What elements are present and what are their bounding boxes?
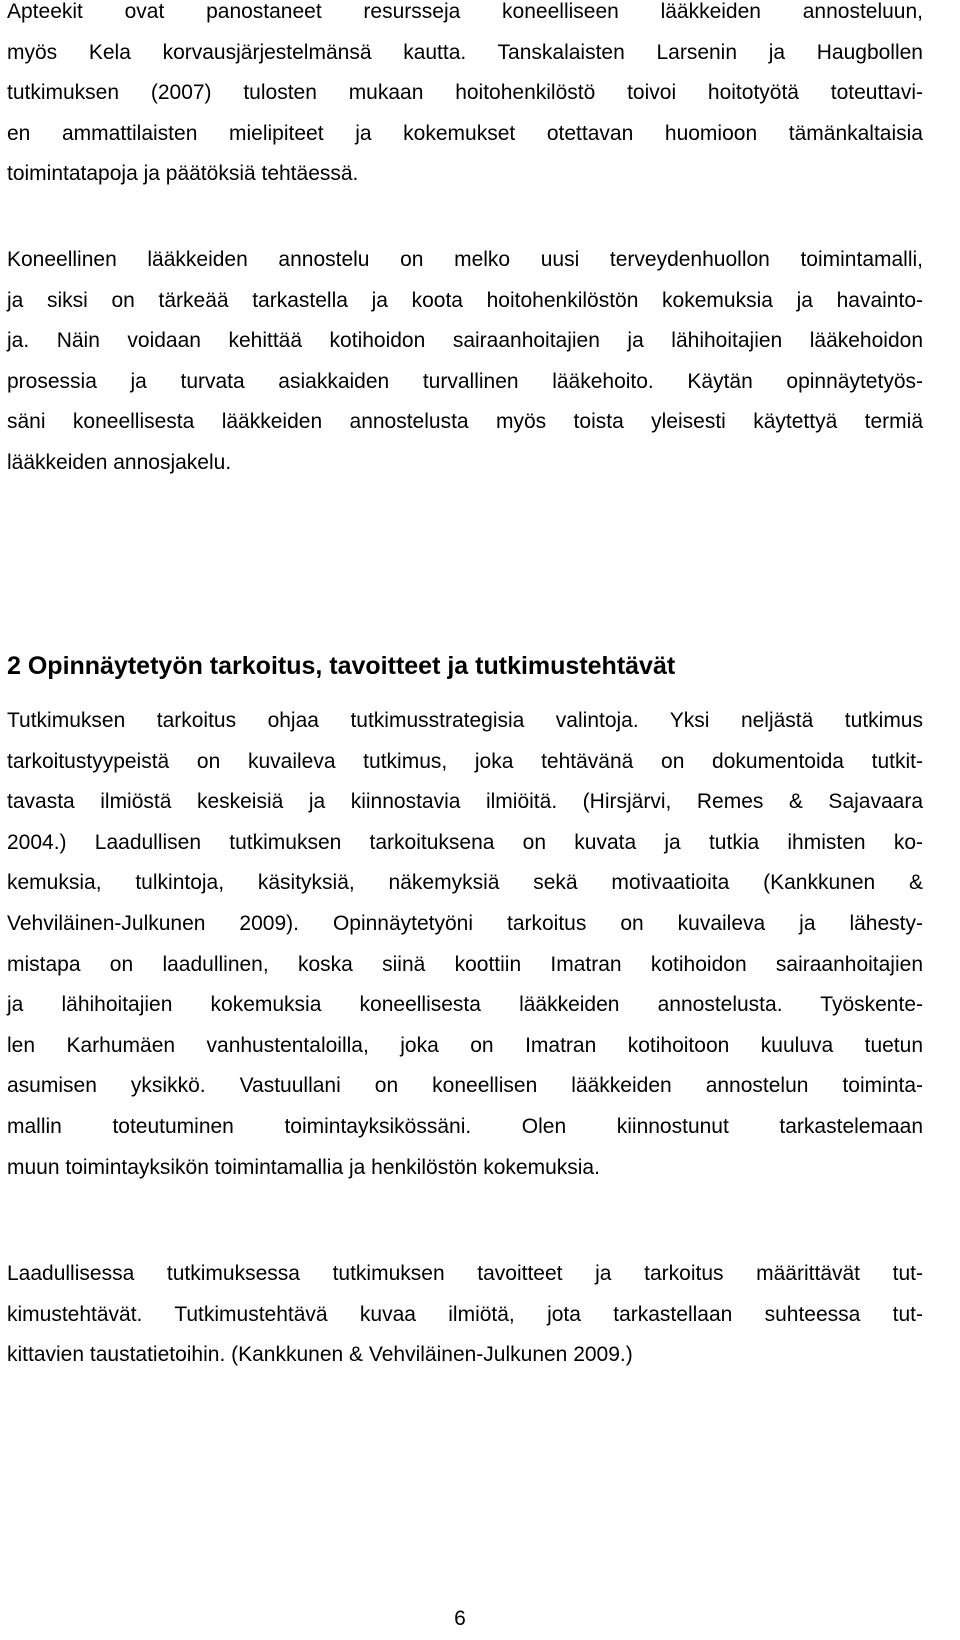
text-line: kittavien taustatietoihin. (Kankkunen & Vehviläinen-Julkunen 2009.) [7, 1343, 633, 1367]
page-number: 6 [454, 1607, 466, 1630]
text-line: Laadullisessa tutkimuksessa tutkimuksen tavoitteet ja tarkoitus määrittävät tut- [7, 1262, 923, 1285]
text-line: ja siksi on tärkeää tarkastella ja koota hoitohenkilöstön kokemuksia ja havainto- [7, 288, 923, 312]
text-line: ja. Näin voidaan kehittää kotihoidon sairaanhoitajien ja lähihoitajien lääkehoidon [7, 329, 923, 353]
text-line: lääkkeiden annosjakelu. [7, 450, 232, 474]
text-line: kimustehtävät. Tutkimustehtävä kuvaa ilmiötä, jota tarkastellaan suhteessa tut- [7, 1302, 923, 1326]
text-line: Koneellinen lääkkeiden annostelu on melko uusi terveydenhuollon toimintamalli, [7, 248, 923, 271]
text-line: muun toimintayksikön toimintamallia ja henkilöstön kokemuksia. [7, 1155, 600, 1179]
text-line: prosessia ja turvata asiakkaiden turvallinen lääkehoito. Käytän opinnäytetyös- [7, 369, 923, 393]
text-line: en ammattilaisten mielipiteet ja kokemukset otettavan huomioon tämänkaltaisia [7, 121, 923, 145]
text-line: Apteekit ovat panostaneet resursseja koneelliseen lääkkeiden annosteluun, [7, 0, 923, 23]
text-line: asumisen yksikkö. Vastuullani on koneellisen lääkkeiden annostelun toiminta- [7, 1074, 923, 1098]
text-line: tutkimuksen (2007) tulosten mukaan hoitohenkilöstö toivoi hoitotyötä toteuttavi- [7, 81, 923, 105]
section-heading: 2 Opinnäytetyön tarkoitus, tavoitteet ja tutkimustehtävät [7, 652, 676, 680]
text-line: kemuksia, tulkintoja, käsityksiä, näkemyksiä sekä motivaatioita (Kankkunen & [7, 871, 923, 895]
text-line: toimintatapoja ja päätöksiä tehtäessä. [7, 162, 359, 186]
paragraph-purpose [7, 701, 923, 1188]
paragraph-goals [7, 1254, 923, 1376]
text-line: Tutkimuksen tarkoitus ohjaa tutkimusstrategisia valintoja. Yksi neljästä tutkimus [7, 709, 923, 732]
paragraph-background [7, 240, 923, 484]
text-line: tarkoitustyypeistä on kuvaileva tutkimus, joka tehtävänä on dokumentoida tutkit- [7, 749, 923, 773]
text-line: ja lähihoitajien kokemuksia koneellisesta lääkkeiden annostelusta. Työskente- [7, 993, 923, 1017]
text-line: Vehviläinen-Julkunen 2009). Opinnäytetyöni tarkoitus on kuvaileva ja lähesty- [7, 911, 923, 935]
text-line: myös Kela korvausjärjestelmänsä kautta. Tanskalaisten Larsenin ja Haugbollen [7, 40, 923, 64]
text-line: mistapa on laadullinen, koska siinä koottiin Imatran kotihoidon sairaanhoitajien [7, 952, 923, 976]
text-line: säni koneellisesta lääkkeiden annostelusta myös toista yleisesti käytettyä termiä [7, 410, 923, 434]
text-line: len Karhumäen vanhustentaloilla, joka on Imatran kotihoitoon kuuluva tuetun [7, 1033, 923, 1057]
text-line: tavasta ilmiöstä keskeisiä ja kiinnostavia ilmiöitä. (Hirsjärvi, Remes & Sajavaara [7, 790, 923, 814]
text-line: 2004.) Laadullisen tutkimuksen tarkoituksena on kuvata ja tutkia ihmisten ko- [7, 830, 923, 854]
text-line: mallin toteutuminen toimintayksikössäni. Olen kiinnostunut tarkastelemaan [7, 1114, 923, 1138]
paragraph-intro [7, 0, 923, 195]
